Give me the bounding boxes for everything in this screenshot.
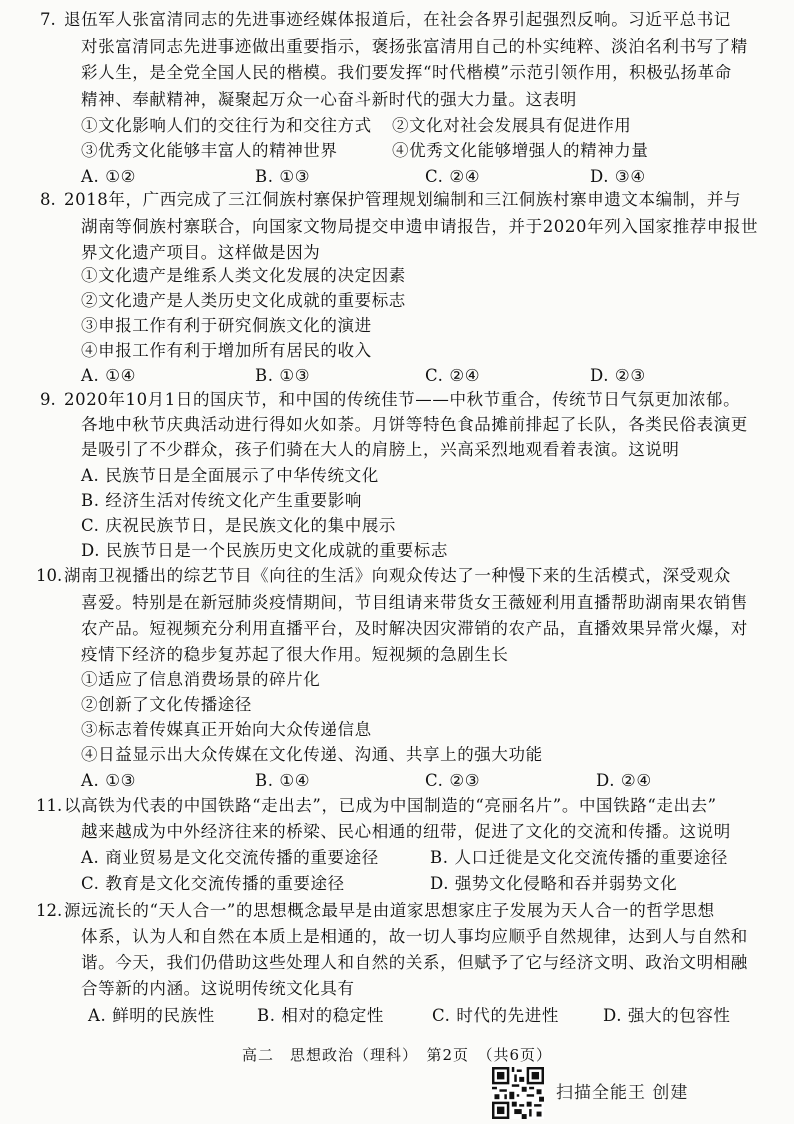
stem-line: 农产品。短视频充分利用直播平台，及时解决因灾滞销的农产品，直播效果异常火爆，对 <box>81 619 748 638</box>
stem-line: 湖南卫视播出的综艺节目《向往的生活》向观众传达了一种慢下来的生活模式，深受观众 <box>64 566 731 585</box>
choice-b: B. ①③ <box>255 366 311 385</box>
question-number: 12. <box>36 901 63 920</box>
stem-line: 2018年，广西完成了三江侗族村寨保护管理规划编制和三江侗族村寨申遗文本编制，并与 <box>64 190 742 209</box>
question-number: 10. <box>36 566 63 585</box>
choice-d: D. ②④ <box>596 771 652 790</box>
stem-line: 源远流长的“天人合一”的思想概念最早是由道家思想家庄子发展为天人合一的哲学思想 <box>64 901 715 920</box>
choice-a: A. 鲜明的民族性 <box>88 1006 215 1025</box>
choice-d: D. 强势文化侵略和吞并弱势文化 <box>430 874 678 893</box>
qr-code-icon <box>492 1067 544 1119</box>
stem-line: 疫情下经济的稳步复苏起了很大作用。短视频的急剧生长 <box>81 645 509 664</box>
choice-a: A. 商业贸易是文化交流传播的重要途径 <box>81 848 379 867</box>
question-number: 9. <box>40 390 56 409</box>
choice-b: B. 相对的稳定性 <box>257 1006 385 1025</box>
stem-line: 以高铁为代表的中国铁路“走出去”，已成为中国制造的“亮丽名片”。中国铁路“走出去” <box>64 796 717 815</box>
stem-line: 越来越成为中外经济往来的桥梁、民心相通的纽带，促进了文化的交流和传播。这说明 <box>81 822 731 841</box>
stem-line: 精神、奉献精神，凝聚起万众一心奋斗新时代的强大力量。这表明 <box>81 90 577 109</box>
stem-line: 湖南等侗族村寨联合，向国家文物局提交申遗申请报告，并于2020年列入国家推荐申报世 <box>81 217 759 236</box>
choice-d: D. 强大的包容性 <box>603 1006 731 1025</box>
stem-line: 彩人生，是全党全国人民的楷模。我们要发挥“时代楷模”示范引领作用，积极弘扬革命 <box>81 63 732 82</box>
choice-c: C. 教育是文化交流传播的重要途径 <box>81 874 345 893</box>
stem-line: 2020年10月1日的国庆节，和中国的传统佳节——中秋节重合，传统节日气氛更加浓郁。 <box>64 390 741 409</box>
option: C. 庆祝民族节日，是民族文化的集中展示 <box>81 516 397 535</box>
option: B. 经济生活对传统文化产生重要影响 <box>81 491 362 510</box>
choice-a: A. ①② <box>81 167 136 186</box>
choice-b: B. ①③ <box>255 167 311 186</box>
choice-b: B. 人口迁徙是文化交流传播的重要途径 <box>430 848 729 867</box>
option: A. 民族节日是全面展示了中华传统文化 <box>81 466 379 485</box>
statement: ③标志着传媒真正开始向大众传递信息 <box>81 720 372 739</box>
stem-line: 体系，认为人和自然在本质上是相通的，故一切人事均应顺乎自然规律，达到人与自然和 <box>81 927 748 946</box>
statement: ①文化影响人们的交往行为和交往方式 <box>81 116 372 135</box>
stem-line: 各地中秋节庆典活动进行得如火如荼。月饼等特色食品摊前排起了长队，各类民俗表演更 <box>81 415 748 434</box>
statement: ④日益显示出大众传媒在文化传递、沟通、共享上的强大功能 <box>81 745 543 764</box>
choice-a: A. ①③ <box>81 771 136 790</box>
question-number: 11. <box>36 796 63 815</box>
statement: ③优秀文化能够丰富人的精神世界 <box>81 141 338 160</box>
choice-d: D. ②③ <box>590 366 646 385</box>
choice-d: D. ③④ <box>590 167 646 186</box>
statement: ④优秀文化能够增强人的精神力量 <box>392 141 649 160</box>
stem-line: 谐。今天，我们仍借助这些处理人和自然的关系，但赋予了它与经济文明、政治文明相融 <box>81 953 748 972</box>
statement: ④申报工作有利于增加所有居民的收入 <box>81 341 372 360</box>
choice-c: C. ②④ <box>425 167 481 186</box>
statement: ③申报工作有利于研究侗族文化的演进 <box>81 316 372 335</box>
choice-a: A. ①④ <box>81 366 136 385</box>
choice-b: B. ①④ <box>255 771 311 790</box>
stem-line: 界文化遗产项目。这样做是因为 <box>81 243 321 262</box>
stem-line: 对张富清同志先进事迹做出重要指示，褒扬张富清用自己的朴实纯粹、淡泊名利书写了精 <box>81 37 748 56</box>
stem-line: 是吸引了不少群众，孩子们骑在大人的肩膀上，兴高采烈地观看着表演。这说明 <box>81 440 680 459</box>
stem-line: 喜爱。特别是在新冠肺炎疫情期间，节目组请来带货女王薇娅利用直播帮助湖南果农销售 <box>81 593 748 612</box>
question-number: 7. <box>40 10 56 29</box>
question-number: 8. <box>40 190 56 209</box>
statement: ②创新了文化传播途径 <box>81 695 252 714</box>
choice-c: C. 时代的先进性 <box>432 1006 559 1025</box>
option: D. 民族节日是一个民族历史文化成就的重要标志 <box>81 541 448 560</box>
stem-line: 退伍军人张富清同志的先进事迹经媒体报道后，在社会各界引起强烈反响。习近平总书记 <box>64 10 731 29</box>
statement: ①文化遗产是维系人类文化发展的决定因素 <box>81 266 406 285</box>
scanner-watermark: 扫描全能王 创建 <box>556 1083 689 1103</box>
choice-c: C. ②④ <box>425 366 481 385</box>
choice-c: C. ②③ <box>425 771 481 790</box>
statement: ①适应了信息消费场景的碎片化 <box>81 670 321 689</box>
page-footer: 高二 思想政治（理科） 第2页 （共6页） <box>241 1046 553 1064</box>
statement: ②文化遗产是人类历史文化成就的重要标志 <box>81 291 406 310</box>
statement: ②文化对社会发展具有促进作用 <box>392 116 632 135</box>
stem-line: 合等新的内涵。这说明传统文化具有 <box>81 979 355 998</box>
